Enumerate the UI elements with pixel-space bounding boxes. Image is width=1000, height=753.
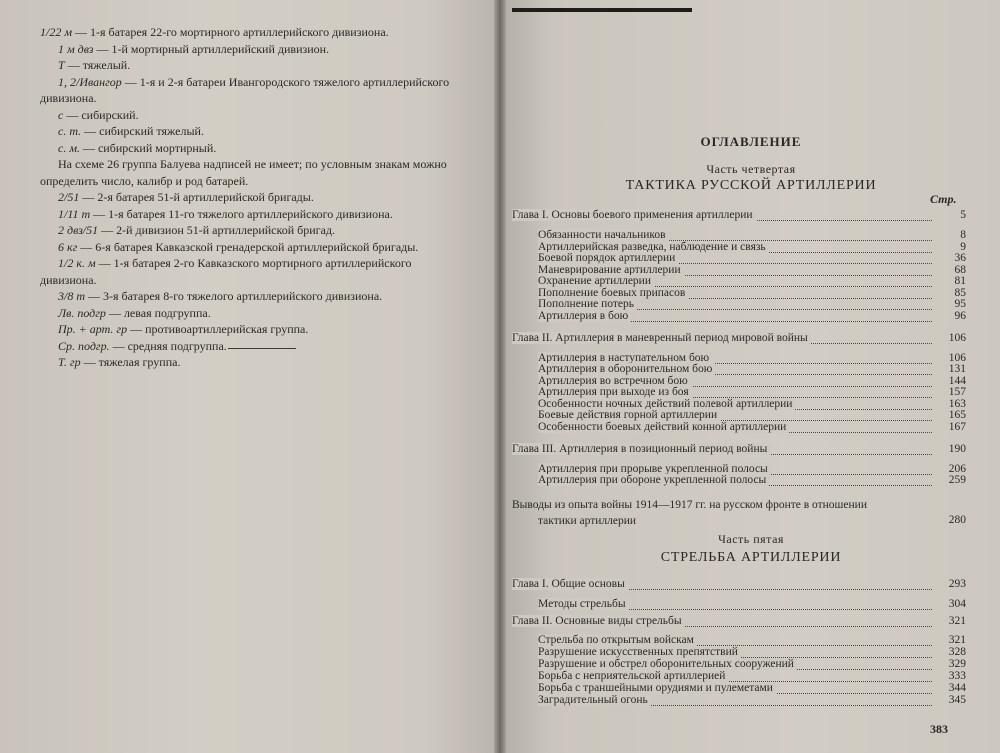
abbreviation-line	[40, 41, 480, 58]
abbreviation-term: 1/22 м	[40, 25, 72, 39]
toc-label: Артиллерия при выходе из боя	[538, 386, 692, 398]
toc-row-chapter	[512, 442, 966, 456]
toc-label: Артиллерия в оборонительном бою	[538, 363, 715, 375]
toc-page-number: 344	[948, 682, 966, 694]
toc-page-number: 68	[954, 263, 966, 276]
toc-label: Разрушение и обстрел оборонительных сооружений	[538, 658, 797, 670]
abbreviation-term: 6 кг	[58, 239, 78, 254]
toc-label: Пополнение потерь	[538, 298, 637, 310]
page-column-label: Стр.	[930, 192, 957, 206]
abbreviation-line	[40, 156, 480, 173]
abbreviation-text: — 2-й дивизион 51-й артиллерийской бригад.	[98, 223, 336, 237]
abbreviation-text: — 1-й мортирный артиллерийский дивизион.	[93, 41, 330, 56]
toc-label: Артиллерия при обороне укрепленной полосы	[538, 474, 769, 486]
abbreviation-text: — 1-я батарея 2-го Кавказского мортирного артиллерийского	[95, 256, 412, 270]
toc-label: Боевой порядок артиллерии	[538, 252, 678, 264]
abbreviation-term: 2/51	[58, 190, 80, 204]
abbreviation-text: — сибирский.	[63, 107, 139, 122]
abbreviation-line	[40, 354, 480, 371]
abbreviation-term: 1/2 к. м	[58, 256, 96, 270]
toc-label: Глава I. Общие основы	[512, 578, 628, 590]
part4-label: Часть четвертая	[706, 162, 796, 176]
abbreviation-term: Т. гр	[58, 355, 81, 369]
abbreviation-line	[40, 206, 480, 223]
abbreviation-text: — 1-я батарея 11-го тяжелого артиллерийского дивизиона.	[90, 206, 393, 221]
abbreviation-text: дивизиона.	[40, 91, 97, 105]
toc-page-number: 206	[948, 462, 966, 475]
toc-row-section	[538, 693, 966, 707]
toc-label: Разрушение искусственных препятствий	[538, 646, 741, 658]
toc-page-number: 167	[948, 420, 966, 433]
abbreviation-term: 1/11 т	[58, 206, 91, 221]
section-divider	[228, 348, 296, 349]
toc-page-number: 5	[960, 209, 966, 221]
abbreviation-line	[40, 24, 480, 41]
part5-title: СТРЕЛЬБА АРТИЛЛЕРИИ	[660, 550, 842, 565]
toc-label: Глава I. Основы боевого применения артиллерии	[512, 209, 756, 221]
abbreviation-text: — сибирский мортирный.	[79, 140, 217, 155]
abbreviation-line	[40, 272, 480, 289]
toc-row-section	[538, 420, 966, 434]
toc-label: Глава II. Основные виды стрельбы	[512, 615, 685, 627]
toc-page-number: 345	[948, 694, 966, 706]
abbreviation-line	[40, 140, 480, 157]
abbreviation-line	[40, 338, 480, 355]
toc-label: Артиллерийская разведка, наблюдение и связь	[538, 241, 769, 253]
toc-label: Методы стрельбы	[538, 598, 629, 610]
toc-label: Боевые действия горной артиллерии	[538, 409, 720, 421]
part5-label: Часть пятая	[718, 532, 784, 546]
abbreviation-text: — 2-я батарея 51-й артиллерийской бригады.	[79, 190, 314, 204]
toc-page-number: 163	[948, 397, 966, 410]
abbreviation-line	[40, 321, 480, 338]
toc-page-number: 321	[948, 615, 966, 627]
abbreviation-term: Ср. подгр.	[58, 338, 110, 353]
abbreviation-line	[40, 123, 480, 140]
toc-row-section	[538, 597, 966, 611]
abbreviation-line	[40, 173, 480, 190]
abbreviation-text: — 1-я батарея 22-го мортирного артиллерийского дивизиона.	[72, 25, 389, 39]
toc-page-number: 95	[954, 298, 966, 310]
toc-row-conclusions	[512, 497, 966, 529]
abbreviation-line	[40, 222, 480, 239]
abbreviation-term: Пр. + арт. гр	[58, 322, 128, 336]
toc-label: Артиллерия в наступательном бою	[538, 352, 712, 364]
abbreviation-text: На схеме 26 группа Балуева надписей не имеет; по условным знакам можно	[58, 157, 447, 171]
toc-page-number: 9	[960, 240, 966, 253]
toc-title: ОГЛАВЛЕНИЕ	[700, 134, 802, 149]
abbreviation-text: определить число, калибр и род батарей.	[40, 173, 249, 188]
abbreviation-text: — тяжелая группа.	[80, 355, 181, 369]
toc-row-chapter	[512, 208, 966, 222]
abbreviation-term: с. т.	[58, 124, 82, 138]
toc-page-number: 96	[954, 309, 966, 322]
toc-page-number: 321	[948, 634, 966, 646]
toc-row-section	[538, 473, 966, 487]
toc-page-number: 131	[948, 363, 966, 375]
book-gutter	[494, 0, 506, 753]
toc-label: Обязанности начальников	[538, 229, 669, 241]
toc-label: Маневрирование артиллерии	[538, 264, 684, 276]
abbreviation-text: — левая подгруппа.	[105, 305, 211, 320]
abbreviation-line	[40, 239, 480, 256]
toc-row-section	[538, 309, 966, 323]
abbreviation-term: 1, 2/Ивангор	[58, 74, 122, 89]
toc-label: Артиллерия при прорыве укрепленной полосы	[538, 463, 771, 475]
abbreviation-term: 3/8 т	[58, 289, 85, 303]
abbreviation-term: Лв. подгр	[58, 305, 106, 320]
toc-row-chapter	[512, 577, 966, 591]
abbreviation-line	[40, 74, 480, 91]
toc-label: Глава II. Артиллерия в маневренный период мировой войны	[512, 332, 811, 344]
abbreviation-line	[40, 288, 480, 305]
toc-label: Борьба с траншейными орудиями и пулеметами	[538, 682, 776, 694]
toc-label: Заградительный огонь	[538, 694, 651, 706]
toc-page-number: 85	[954, 286, 966, 299]
toc-page-number: 36	[954, 252, 966, 264]
abbreviation-term: с	[58, 107, 64, 122]
toc-label: Особенности боевых действий конной артиллерии	[538, 421, 789, 433]
toc-label: Пополнение боевых припасов	[538, 287, 688, 299]
toc-label: Особенности ночных действий полевой артиллерии	[538, 398, 795, 410]
abbreviation-term: Т	[58, 58, 65, 72]
toc-page-number: 8	[960, 229, 966, 241]
abbreviation-text: — сибирский тяжелый.	[81, 124, 204, 138]
abbreviation-list	[40, 24, 480, 371]
toc-page-number: 329	[948, 658, 966, 670]
abbreviation-line	[40, 255, 480, 272]
top-rule	[512, 8, 692, 12]
toc-label: Глава III. Артиллерия в позиционный период войны	[512, 443, 770, 455]
abbreviation-text: — тяжелый.	[64, 58, 131, 72]
toc-page-number: 144	[948, 374, 966, 387]
abbreviation-term: 2 двз/51	[58, 223, 99, 237]
abbreviation-line	[40, 57, 480, 74]
toc-page-number: 106	[948, 331, 966, 344]
toc-page-number: 157	[948, 386, 966, 398]
page-number: 383	[930, 722, 948, 736]
toc-label: Охранение артиллерии	[538, 275, 654, 287]
abbreviation-text: — средняя подгруппа.	[109, 338, 227, 353]
toc-label: Стрельба по открытым войскам	[538, 634, 697, 646]
toc-page-number: 106	[948, 351, 966, 364]
abbreviation-term: 1 м двз	[58, 41, 94, 56]
toc-page-number: 81	[954, 275, 966, 287]
abbreviation-text: дивизиона.	[40, 272, 97, 287]
toc-label: Артиллерия в бою	[538, 310, 631, 322]
abbreviation-line	[40, 90, 480, 107]
toc-page-number: 333	[948, 670, 966, 682]
toc-page-number: 304	[948, 598, 966, 610]
toc-label: Борьба с неприятельской артиллерией	[538, 670, 728, 682]
conclusions-line-2: тактики артиллерии	[538, 515, 637, 527]
toc-page-number: 259	[948, 474, 966, 486]
abbreviation-line	[40, 189, 480, 206]
abbreviation-text: — 6-я батарея Кавказской гренадерской артиллерийской бригады.	[77, 239, 419, 254]
toc-page-number: 165	[948, 409, 966, 421]
abbreviation-text: — 3-я батарея 8-го тяжелого артиллерийского дивизиона.	[85, 289, 383, 303]
toc-page-number: 293	[948, 578, 966, 590]
abbreviation-text: — 1-я и 2-я батареи Ивангородского тяжелого артиллерийского	[121, 74, 450, 89]
toc-row-chapter	[512, 614, 966, 628]
toc-row-chapter	[512, 331, 966, 345]
abbreviation-term: с. м.	[58, 140, 80, 155]
part4-title: ТАКТИКА РУССКОЙ АРТИЛЛЕРИИ	[625, 178, 877, 193]
toc-page-number: 328	[948, 646, 966, 658]
toc-page-number: 280	[948, 514, 966, 526]
abbreviation-text: — противоартиллерийская группа.	[127, 322, 309, 336]
toc-page-number: 190	[948, 442, 966, 455]
abbreviation-line	[40, 107, 480, 124]
abbreviation-line	[40, 305, 480, 322]
conclusions-line-1: Выводы из опыта войны 1914—1917 гг. на русском фронте в отношении	[512, 499, 867, 511]
toc-label: Артиллерия во встречном бою	[538, 375, 691, 387]
